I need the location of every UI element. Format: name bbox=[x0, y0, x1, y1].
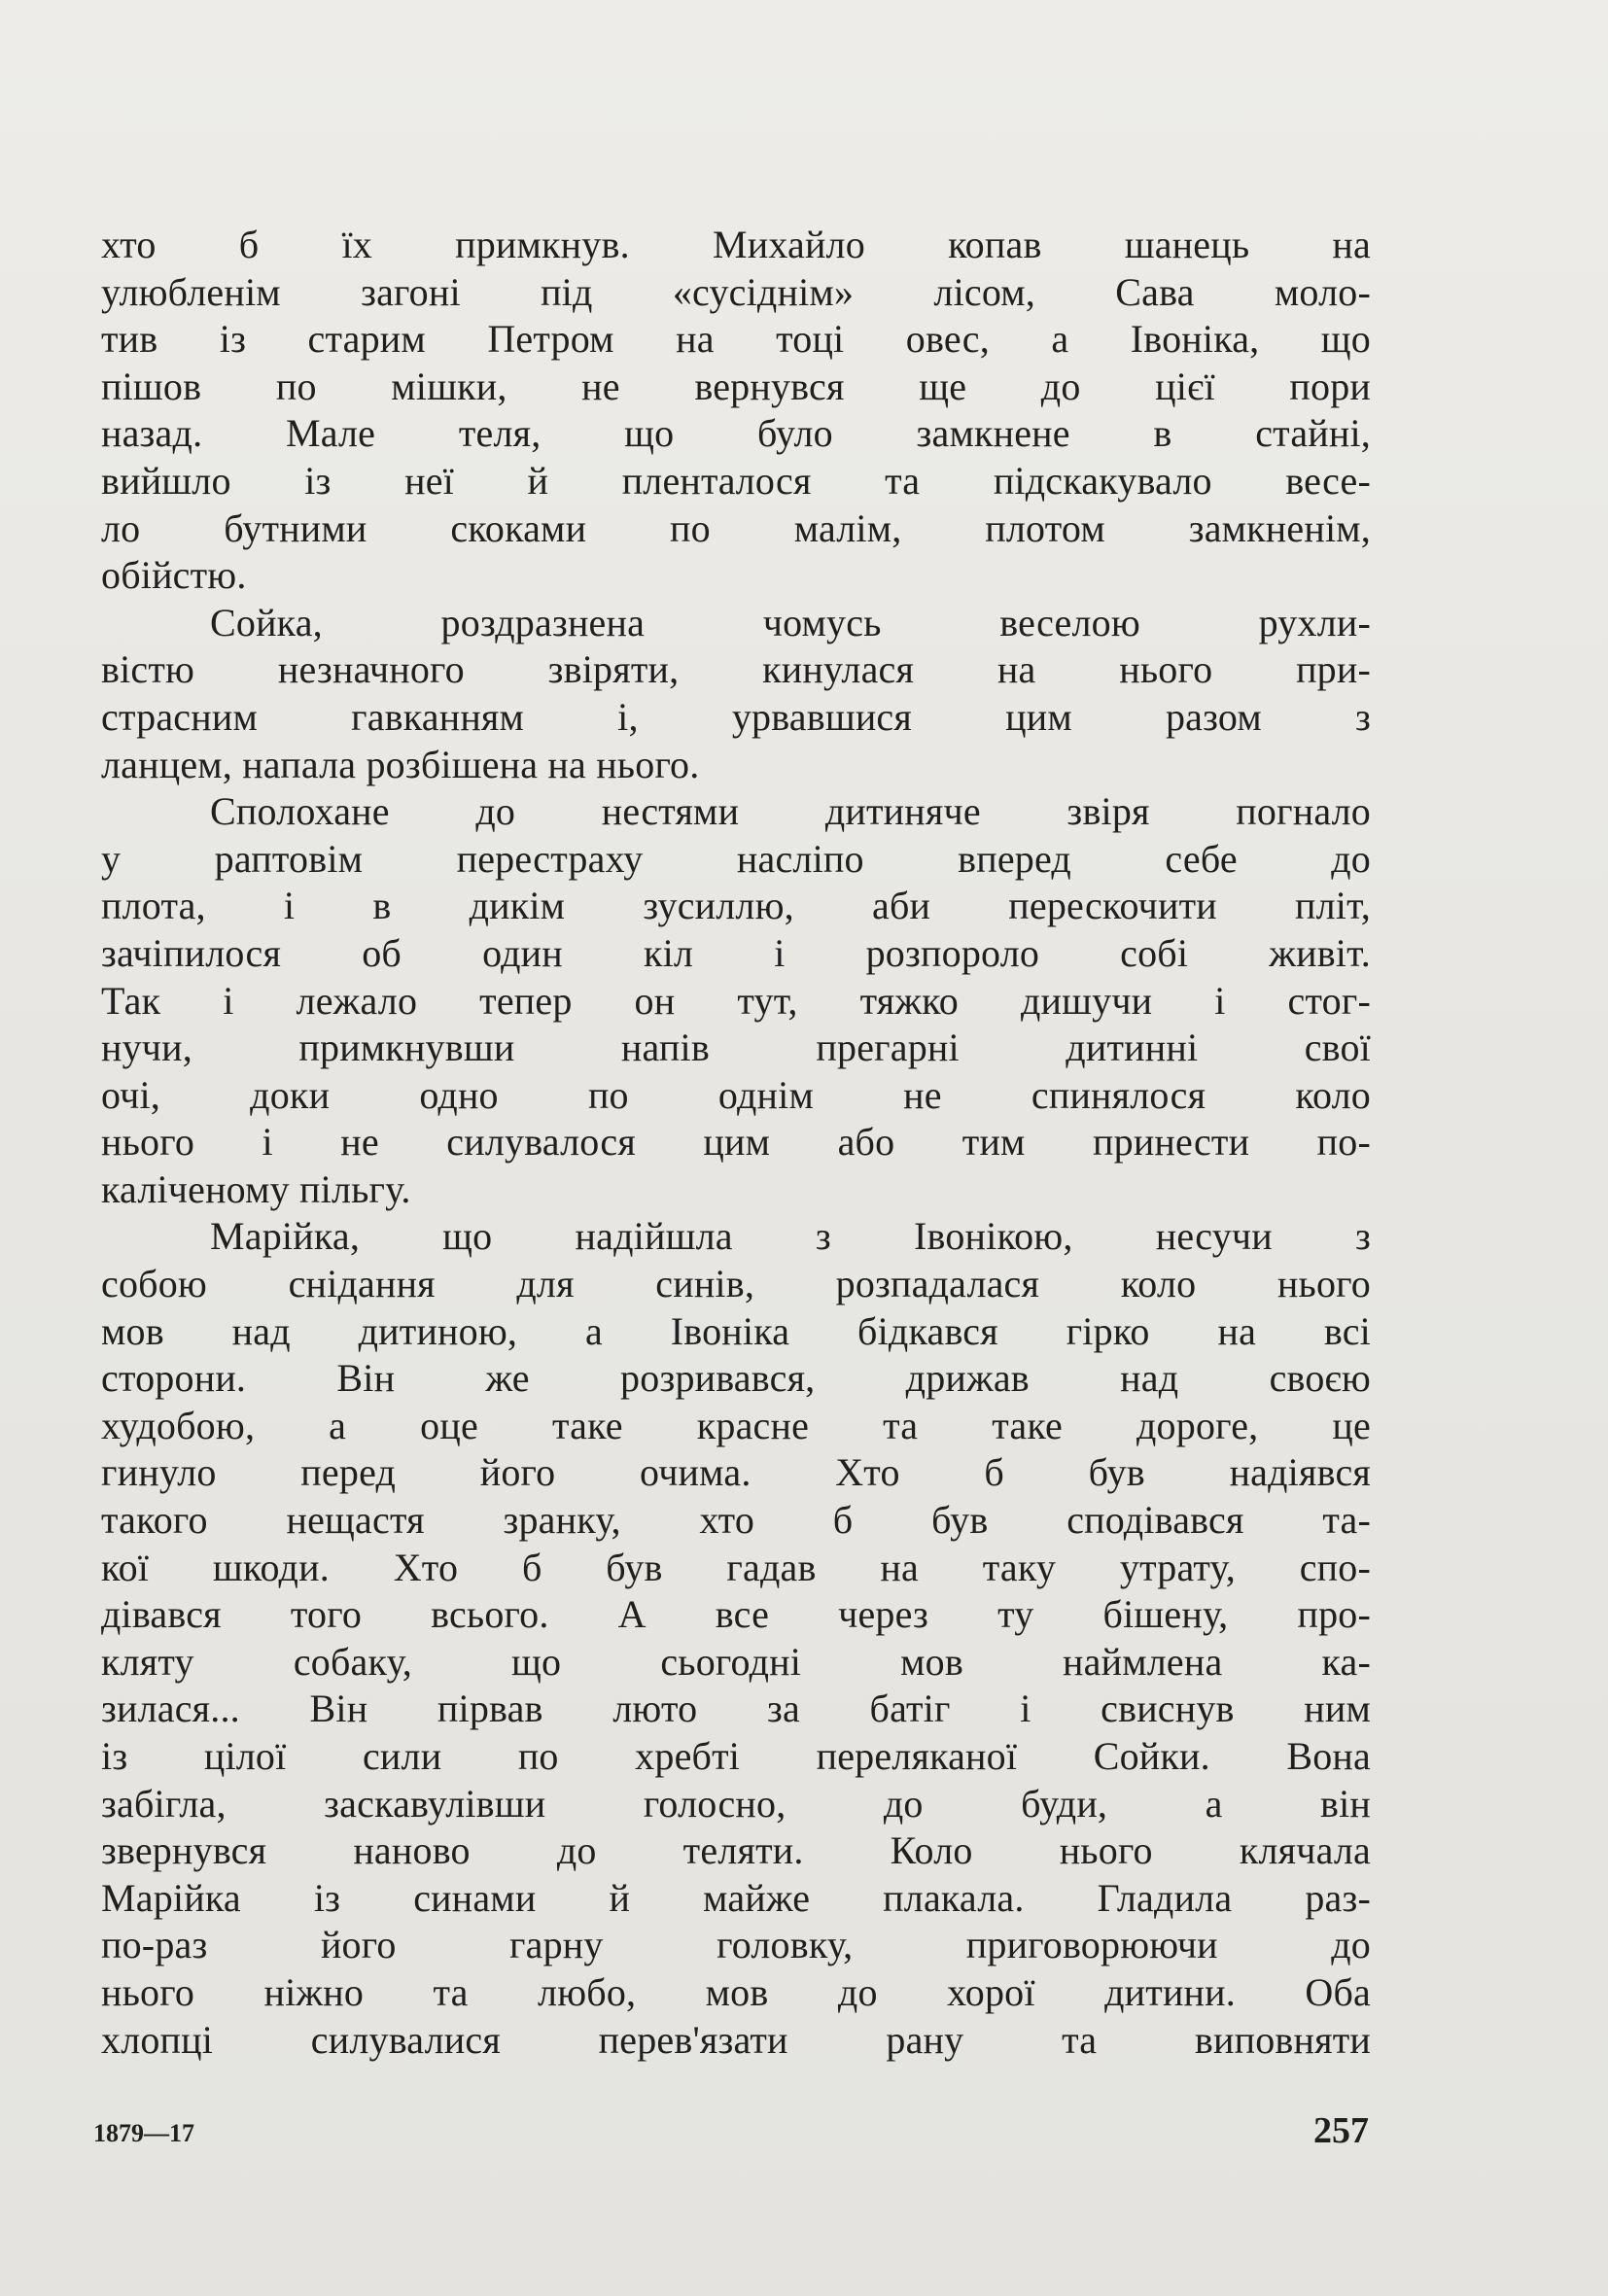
text-line: Марійка, що надійшла з Івонікою, несучи з bbox=[210, 1214, 1371, 1259]
body-text bbox=[101, 222, 1371, 2064]
text-line: хто б їх примкнув. Михайло копав шанець на bbox=[101, 223, 1371, 266]
text-line: хлопці силувалися перев'язати рану та виповняти bbox=[101, 2017, 1371, 2062]
text-line: назад. Мале теля, що було замкнене в стайні, bbox=[101, 411, 1371, 456]
text-line: ло бутними скоками по малім, плотом замкненім, bbox=[101, 505, 1371, 550]
text-line: сторони. Він же розривався, дрижав над своєю bbox=[101, 1356, 1371, 1401]
paragraph bbox=[101, 1213, 1371, 2064]
paragraph bbox=[101, 788, 1371, 1213]
text-line: нього і не силувалося цим або тим принести по- bbox=[101, 1120, 1371, 1165]
text-line: такого нещастя зранку, хто б був сподівався та- bbox=[101, 1498, 1371, 1543]
text-line: вістю незначного звіряти, кинулася на нього при- bbox=[101, 647, 1371, 692]
text-line: із цілої сили по хребті переляканої Сойки. Вона bbox=[101, 1734, 1371, 1778]
text-line: пішов по мішки, не вернувся ще до цієї пори bbox=[101, 364, 1371, 408]
text-line: Так і лежало тепер он тут, тяжко дишучи і стог- bbox=[101, 978, 1371, 1023]
text-line: забігла, заскавулівши голосно, до буди, а він bbox=[101, 1781, 1371, 1826]
text-line: у раптовім перестраху насліпо вперед себе до bbox=[101, 836, 1371, 881]
text-line: звернувся наново до теляти. Коло нього клячала bbox=[101, 1828, 1371, 1873]
paragraph bbox=[101, 600, 1371, 788]
text-line: кої шкоди. Хто б був гадав на таку утрату, спо- bbox=[101, 1545, 1371, 1589]
text-line: Сполохане до нестями дитиняче звіря погнало bbox=[210, 789, 1371, 834]
text-line: ланцем, напала розбішена на нього. bbox=[101, 742, 700, 786]
text-line: обійстю. bbox=[101, 553, 247, 598]
text-line: гинуло перед його очима. Хто б був надіявся bbox=[101, 1450, 1371, 1495]
printer-signature: 1879—17 bbox=[93, 2119, 194, 2147]
text-line: мов над дитиною, а Івоніка бідкався гірко на всі bbox=[101, 1308, 1371, 1353]
text-line: нучи, примкнувши напів прегарні дитинні свої bbox=[101, 1026, 1371, 1070]
text-line: нього ніжно та любо, мов до хорої дитини. Оба bbox=[101, 1969, 1371, 2014]
text-line: худобою, а оце таке красне та таке дороге, це bbox=[101, 1403, 1371, 1447]
text-line: вийшло із неї й плентaлося та підскакувало весе- bbox=[101, 458, 1371, 503]
text-line: плота, і в дикім зусиллю, аби перескочити пліт, bbox=[101, 884, 1371, 928]
text-line: дівався того всього. А все через ту бішену, про- bbox=[101, 1592, 1371, 1637]
page-number: 257 bbox=[1313, 2110, 1369, 2151]
paragraph bbox=[101, 222, 1371, 600]
text-line: Марійка із синами й майже плакала. Гладила раз- bbox=[101, 1875, 1371, 1920]
text-line: каліченому пільгу. bbox=[101, 1166, 411, 1211]
text-line: очі, доки одно по однім не спинялося коло bbox=[101, 1072, 1371, 1117]
text-line: собою снідання для синів, розпадалася коло нього bbox=[101, 1262, 1371, 1306]
text-line: страсним гавканням і, урвавшися цим разом з bbox=[101, 694, 1371, 739]
text-line: по-раз його гарну головку, приговорюючи до bbox=[101, 1923, 1371, 1967]
text-line: кляту собаку, що сьогодні мов наймлена ка- bbox=[101, 1639, 1371, 1684]
text-line: зилася... Він пірвав люто за батіг і свиснув ним bbox=[101, 1687, 1371, 1731]
text-line: Сойка, роздразнена чомусь веселою рухли- bbox=[210, 600, 1371, 644]
text-line: тив із старим Петром на тоці овес, а Івоніка, що bbox=[101, 317, 1371, 362]
text-line: улюбленім загоні під «сусіднім» лісом, Сава моло- bbox=[101, 269, 1371, 314]
text-line: зачіпилося об один кіл і розпороло собі живіт. bbox=[101, 930, 1371, 975]
